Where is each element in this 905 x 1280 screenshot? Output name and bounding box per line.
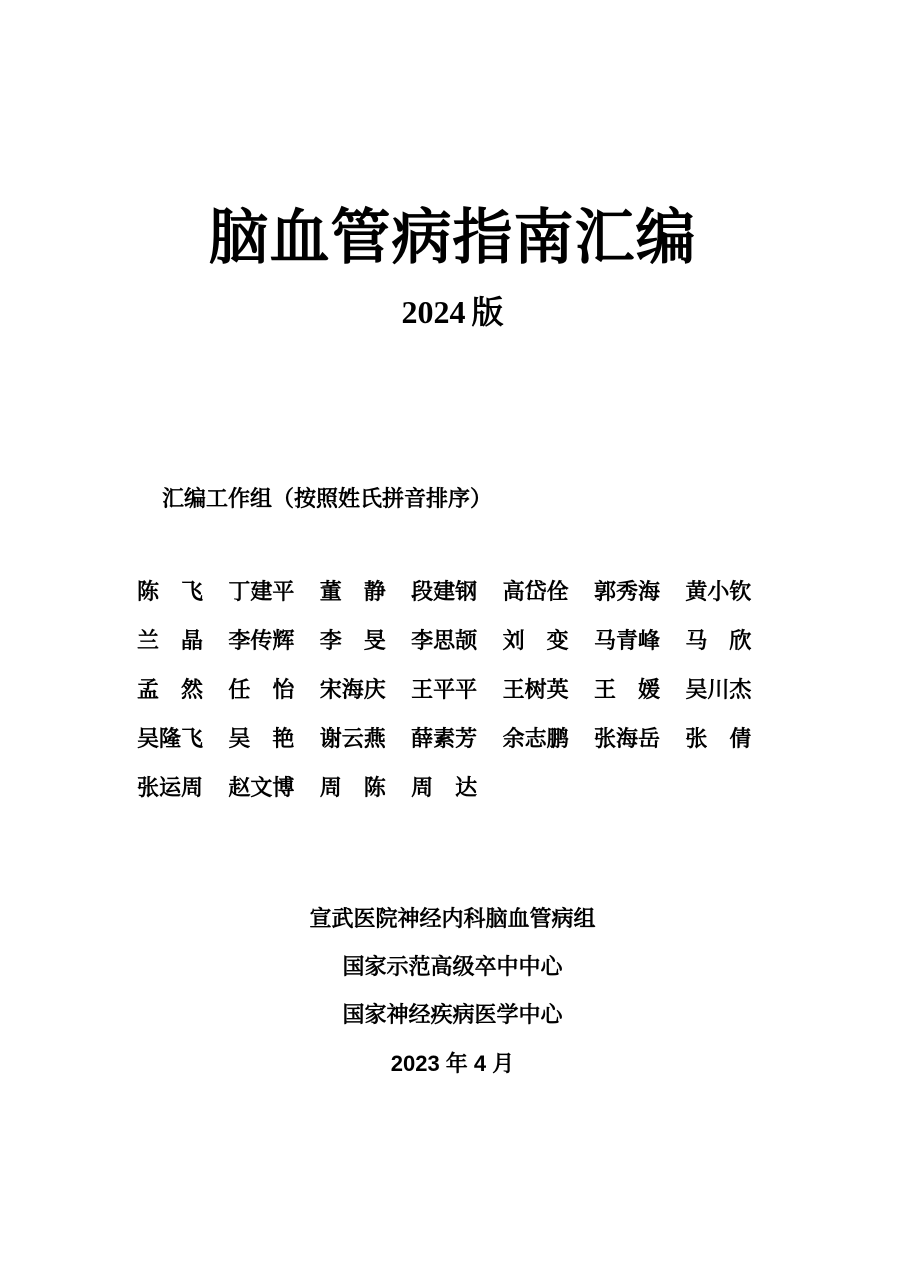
- document-title: 脑血管病指南汇编: [208, 203, 697, 273]
- member-name: 刘 变: [502, 628, 569, 654]
- publication-date: 2023 年 4 月: [390, 1051, 515, 1076]
- member-name: 李传辉: [228, 628, 295, 654]
- member-name: 黄小钦: [685, 579, 752, 605]
- member-name: 周 达: [411, 775, 478, 801]
- member-name: 郭秀海: [593, 579, 660, 605]
- member-name: 马青峰: [593, 628, 660, 654]
- member-name: 马 欣: [685, 628, 752, 654]
- member-name: 李思颉: [411, 628, 478, 654]
- member-name: 王 媛: [593, 677, 660, 703]
- member-name: 张运周: [137, 775, 204, 801]
- member-name: 赵文博: [228, 775, 295, 801]
- member-name: 余志鹏: [502, 726, 569, 752]
- member-name: 陈 飞: [137, 579, 204, 605]
- member-name: 孟 然: [137, 677, 204, 703]
- member-name: 兰 晶: [137, 628, 204, 654]
- member-name: 吴川杰: [685, 677, 752, 703]
- names-row: [137, 617, 777, 666]
- member-name: 吴 艳: [228, 726, 295, 752]
- affiliation-medical-center: 国家神经疾病医学中心: [342, 1003, 563, 1028]
- member-name: 高岱佺: [502, 579, 569, 605]
- affiliation-department: 宣武医院神经内科脑血管病组: [309, 907, 596, 932]
- member-name: 张 倩: [685, 726, 752, 752]
- member-name: 谢云燕: [319, 726, 386, 752]
- member-name: 张海岳: [593, 726, 660, 752]
- affiliation-stroke-center: 国家示范高级卒中中心: [342, 955, 563, 980]
- member-name: 任 怡: [228, 677, 295, 703]
- affiliations-block: [0, 896, 905, 1088]
- working-group-names: [137, 568, 777, 813]
- member-name: 王平平: [411, 677, 478, 703]
- member-name: 王树英: [502, 677, 569, 703]
- member-name: 段建钢: [411, 579, 478, 605]
- working-group-heading: 汇编工作组（按照姓氏拼音排序）: [162, 487, 493, 512]
- edition-label: [0, 290, 905, 334]
- member-name: 薛素芳: [411, 726, 478, 752]
- member-name: 董 静: [319, 579, 386, 605]
- edition-suffix: 版: [471, 293, 504, 331]
- member-name: 李 旻: [319, 628, 386, 654]
- names-row: [137, 715, 777, 764]
- member-name: 周 陈: [319, 775, 386, 801]
- names-row: [137, 666, 777, 715]
- edition-year: 2024: [401, 294, 466, 330]
- names-row: [137, 568, 777, 617]
- names-row: [137, 764, 777, 813]
- member-name: 吴隆飞: [137, 726, 204, 752]
- member-name: 丁建平: [228, 579, 295, 605]
- member-name: 宋海庆: [319, 677, 386, 703]
